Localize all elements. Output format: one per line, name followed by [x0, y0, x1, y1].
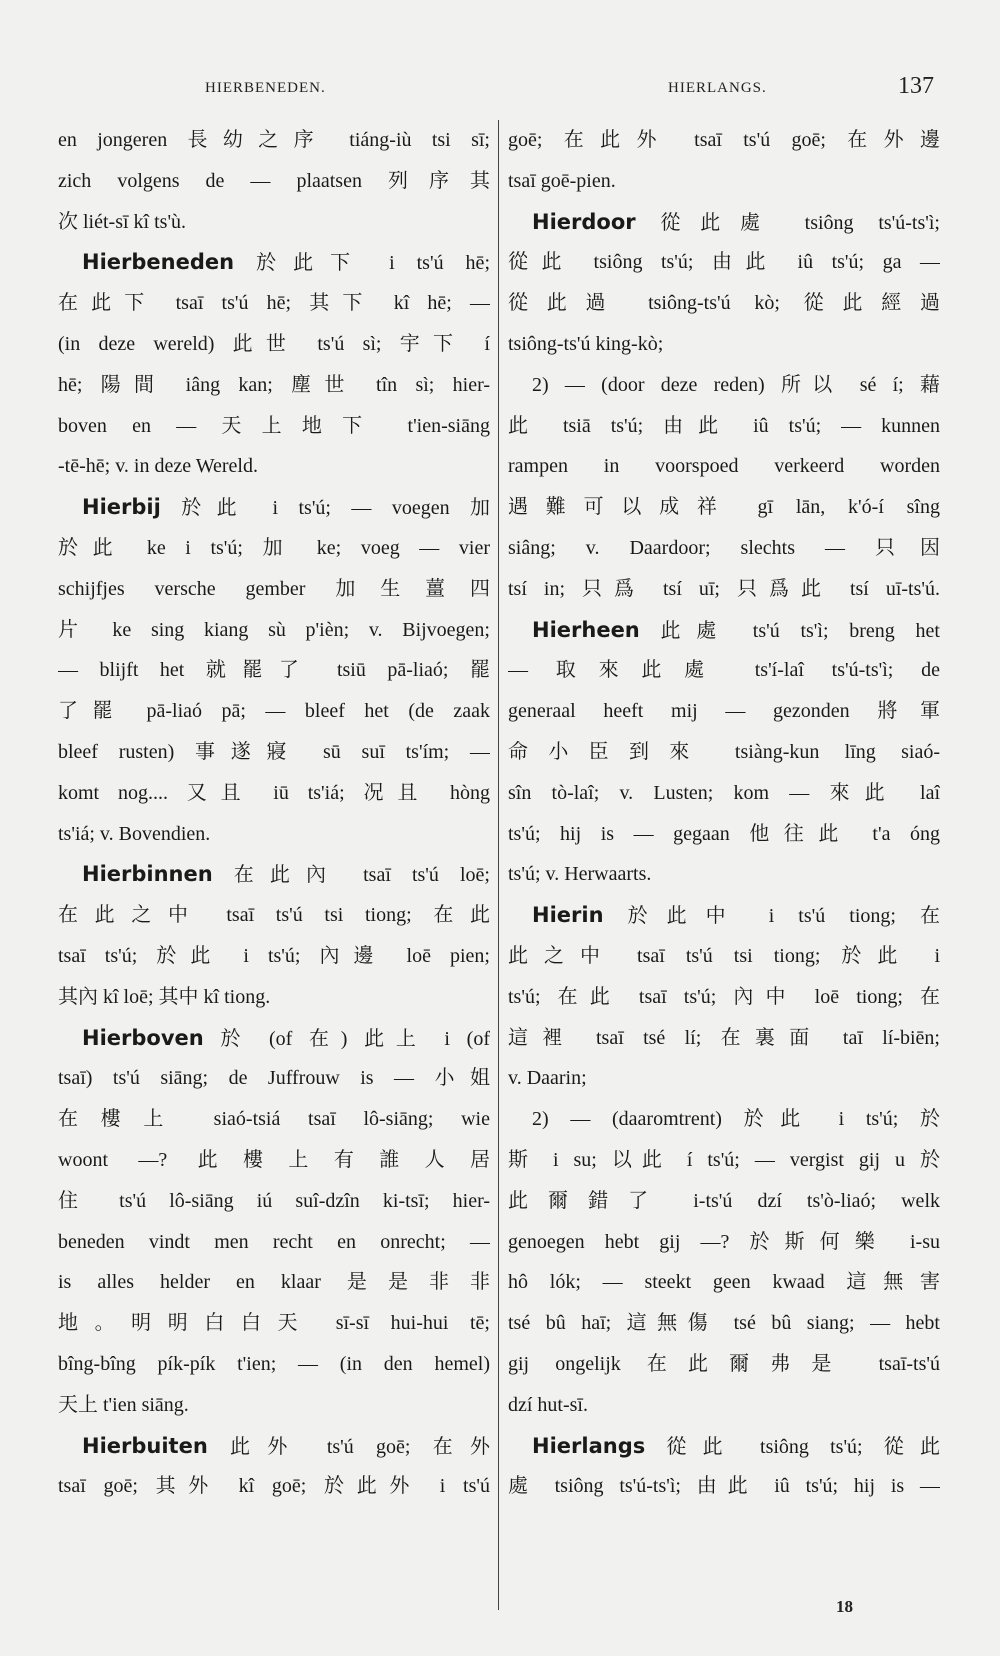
text-line — [58, 895, 490, 936]
text-line — [508, 324, 940, 365]
line-text: gij ongelijk 在此爾弗是 tsaī-ts'ú — [508, 1352, 940, 1375]
text-line — [58, 242, 490, 283]
line-text: -tē-hē; v. in deze Wereld. — [58, 455, 258, 478]
text-line — [58, 324, 490, 365]
line-text: 其內 kî loē; 其中 kî tiong. — [58, 985, 271, 1008]
line-text: tsé bû haī; 這無傷 tsé bû siang; — hebt — [508, 1312, 940, 1335]
line-text: 處 tsiông ts'ú-ts'ì; 由此 iû ts'ú; hij is — — [508, 1475, 940, 1498]
running-head-left: HIERBENEDEN. — [205, 80, 326, 96]
text-line — [508, 977, 940, 1018]
line-text: 次 liét-sī kî ts'ù. — [58, 210, 187, 233]
left-column — [58, 120, 490, 1507]
line-text: genoegen hebt gij —? 於斯何樂 i-su — [508, 1230, 940, 1253]
entry-headword: Hierboven — [82, 1025, 204, 1050]
line-text: 2) — (daaromtrent) 於此 i ts'ú; 於 — [532, 1108, 940, 1131]
text-line — [58, 732, 490, 773]
text-line — [508, 283, 940, 324]
text-line — [58, 814, 490, 855]
text-line — [508, 487, 940, 528]
line-text: ts'ú; hij is — gegaan 他往此 t'a óng — [508, 822, 940, 845]
line-text: sîn tò-laî; v. Lusten; kom — 來此 laî — [508, 781, 940, 804]
text-line — [58, 365, 490, 406]
column-divider — [498, 120, 499, 1610]
entry-headword: Hierdoor — [532, 209, 636, 234]
text-line — [58, 1058, 490, 1099]
signature-mark: 18 — [836, 1597, 853, 1616]
line-text: 這裡 tsaī tsé lí; 在裏面 taī lí-biēn; — [508, 1026, 940, 1049]
text-line — [508, 610, 940, 651]
line-text: siâng; v. Daardoor; slechts — 只因 — [508, 536, 940, 559]
line-text: is alles helder en klaar 是是非非 — [58, 1271, 490, 1294]
text-line — [508, 691, 940, 732]
text-line — [58, 283, 490, 324]
text-line — [58, 1262, 490, 1303]
text-line — [58, 161, 490, 202]
line-text: (in deze wereld) 此世 ts'ú sì; 宇下 í — [58, 332, 490, 355]
text-line — [508, 446, 940, 487]
page-number: 137 — [898, 73, 934, 99]
text-line — [58, 1140, 490, 1181]
text-line — [508, 854, 940, 895]
line-text: — blijft het 就罷了 tsiū pā-liaó; 罷 — [58, 659, 490, 682]
text-line — [58, 406, 490, 447]
text-line — [58, 1466, 490, 1507]
line-text: woont —? 此樓上有誰人居 — [58, 1148, 490, 1171]
text-line — [58, 1181, 490, 1222]
line-text: 於此 i ts'ú; — voegen 加 — [160, 497, 490, 520]
line-text: tsí in; 只爲 tsí uī; 只爲此 tsí uī-ts'ú. — [508, 577, 940, 600]
line-text: 於此中 i ts'ú tiong; 在 — [603, 905, 940, 928]
text-line — [58, 202, 490, 243]
text-line — [58, 1426, 490, 1467]
line-text: 此之中 tsaī ts'ú tsi tiong; 於此 i — [508, 944, 940, 967]
line-text: rampen in voorspoed verkeerd worden — [508, 455, 940, 478]
entry-headword: Hierbeneden — [82, 250, 235, 275]
text-line — [508, 1018, 940, 1059]
line-text: beneden vindt men recht en onrecht; — — [58, 1230, 490, 1253]
text-line — [508, 650, 940, 691]
text-line — [508, 1262, 940, 1303]
running-head-right: HIERLANGS. — [668, 80, 767, 96]
entry-headword: Hierin — [532, 903, 604, 928]
text-line — [508, 242, 940, 283]
text-line — [508, 1181, 940, 1222]
text-line — [508, 1344, 940, 1385]
line-text: ts'ú; 在此 tsaī ts'ú; 內中 loē tiong; 在 — [508, 985, 940, 1008]
line-text: 此爾錯了 i-ts'ú dzí ts'ò-liaó; welk — [508, 1189, 940, 1212]
line-text: 命小臣到來 tsiàng-kun līng siaó- — [508, 740, 940, 763]
text-line — [58, 569, 490, 610]
text-line — [58, 487, 490, 528]
line-text: boven en — 天上地下 t'ien-siāng — [58, 414, 490, 437]
line-text: 2) — (door deze reden) 所以 sé í; 藉 — [532, 373, 940, 396]
text-line — [508, 732, 940, 773]
text-line — [58, 854, 490, 895]
line-text: hô lók; — steekt geen kwaad 這無害 — [508, 1271, 940, 1294]
line-text: 片 ke sing kiang sù p'ièn; v. Bijvoegen; — [58, 618, 490, 641]
entry-headword: Hierlangs — [532, 1433, 646, 1458]
text-line — [58, 1344, 490, 1385]
text-line — [508, 814, 940, 855]
text-line — [58, 1099, 490, 1140]
line-text: generaal heeft mij — gezonden 將軍 — [508, 700, 940, 723]
line-text: 了罷 pā-liaó pā; — bleef het (de zaak — [58, 700, 490, 723]
text-line — [508, 365, 940, 406]
text-line — [508, 1385, 940, 1426]
line-text: zich volgens de — plaatsen 列序其 — [58, 169, 490, 192]
line-text: hē; 陽間 iâng kan; 塵世 tîn sì; hier- — [58, 373, 490, 396]
text-line — [58, 650, 490, 691]
line-text: 在此內 tsaī ts'ú loē; — [212, 864, 490, 887]
line-text: bleef rusten) 事遂寢 sū suī ts'ím; — — [58, 740, 490, 763]
text-line — [58, 1385, 490, 1426]
line-text: 天上 t'ien siāng. — [58, 1393, 189, 1416]
line-text: tsaī) ts'ú siāng; de Juffrouw is — 小姐 — [58, 1067, 490, 1090]
text-line — [58, 528, 490, 569]
text-line — [508, 1303, 940, 1344]
text-line — [58, 691, 490, 732]
text-line — [508, 895, 940, 936]
entry-headword: Hierbij — [82, 495, 161, 520]
text-line — [508, 1140, 940, 1181]
line-text: 從此 tsiông ts'ú; 從此 — [645, 1435, 940, 1458]
line-text: ts'ú; v. Herwaarts. — [508, 863, 652, 886]
text-line — [58, 1222, 490, 1263]
text-line — [58, 773, 490, 814]
text-line — [508, 1222, 940, 1263]
line-text: tsiông-ts'ú king-kò; — [508, 332, 664, 355]
line-text: 於此 ke i ts'ú; 加 ke; voeg — vier — [58, 536, 490, 559]
line-text: tsaī goē-pien. — [508, 169, 616, 192]
text-line — [58, 936, 490, 977]
text-line — [508, 161, 940, 202]
line-text: 於 (of 在) 此上 i (of — [203, 1027, 490, 1050]
text-line — [508, 1058, 940, 1099]
line-text: komt nog.... 又且 iū ts'iá; 况且 hòng — [58, 781, 490, 804]
line-text: tsaī ts'ú; 於此 i ts'ú; 內邊 loē pien; — [58, 944, 490, 967]
line-text: 遇難可以成祥 gī lān, k'ó-í sîng — [508, 496, 940, 519]
line-text: 從此過 tsiông-ts'ú kò; 從此經過 — [508, 292, 940, 315]
text-line — [508, 1099, 940, 1140]
text-line — [508, 202, 940, 243]
line-text: v. Daarin; — [508, 1067, 587, 1090]
text-line — [508, 120, 940, 161]
text-line — [508, 1466, 940, 1507]
line-text: 從此 tsiông ts'ú; 由此 iû ts'ú; ga — — [508, 251, 940, 274]
line-text: — 取來此處 ts'í-laî ts'ú-ts'ì; de — [508, 659, 940, 682]
entry-headword: Hierbuiten — [82, 1433, 208, 1458]
line-text: en jongeren 長幼之序 tiáng-iù tsi sī; — [58, 129, 490, 151]
text-line — [58, 977, 490, 1018]
line-text: schijfjes versche gember 加生薑四 — [58, 577, 490, 600]
line-text: dzí hut-sī. — [508, 1393, 588, 1416]
line-text: 在此下 tsaī ts'ú hē; 其下 kî hē; — — [58, 292, 490, 315]
text-line — [508, 1426, 940, 1467]
text-line — [508, 936, 940, 977]
text-line — [508, 569, 940, 610]
line-text: 於此下 i ts'ú hē; — [234, 252, 490, 275]
line-text: 地。明明白白天 sī-sī hui-hui tē; — [58, 1312, 490, 1335]
line-text: 此 tsiā ts'ú; 由此 iû ts'ú; — kunnen — [508, 414, 940, 437]
line-text: bîng-bîng pík-pík t'ien; — (in den hemel) — [58, 1352, 490, 1375]
line-text: 在此之中 tsaī ts'ú tsi tiong; 在此 — [58, 904, 490, 927]
line-text: 從此處 tsiông ts'ú-ts'ì; — [635, 211, 940, 234]
text-line — [58, 446, 490, 487]
line-text: 此處 ts'ú ts'ì; breng het — [639, 619, 940, 642]
text-line — [508, 528, 940, 569]
text-line — [58, 1018, 490, 1059]
line-text: goē; 在此外 tsaī ts'ú goē; 在外邊 — [508, 129, 940, 151]
text-line — [508, 406, 940, 447]
text-line — [508, 773, 940, 814]
line-text: 此外 ts'ú goē; 在外 — [207, 1435, 490, 1458]
line-text: tsaī goē; 其外 kî goē; 於此外 i ts'ú — [58, 1475, 490, 1498]
line-text: 斯 i su; 以此 í ts'ú; — vergist gij u 於 — [508, 1148, 940, 1171]
text-line — [58, 120, 490, 161]
text-line — [58, 610, 490, 651]
line-text: ts'iá; v. Bovendien. — [58, 822, 211, 845]
entry-headword: Hierbinnen — [82, 862, 213, 887]
line-text: 在樓上 siaó-tsiá tsaī lô-siāng; wie — [58, 1108, 490, 1131]
text-line — [58, 1303, 490, 1344]
right-column — [508, 120, 940, 1507]
entry-headword: Hierheen — [532, 617, 640, 642]
line-text: 住 ts'ú lô-siāng iú suî-dzîn ki-tsī; hier- — [58, 1189, 490, 1212]
